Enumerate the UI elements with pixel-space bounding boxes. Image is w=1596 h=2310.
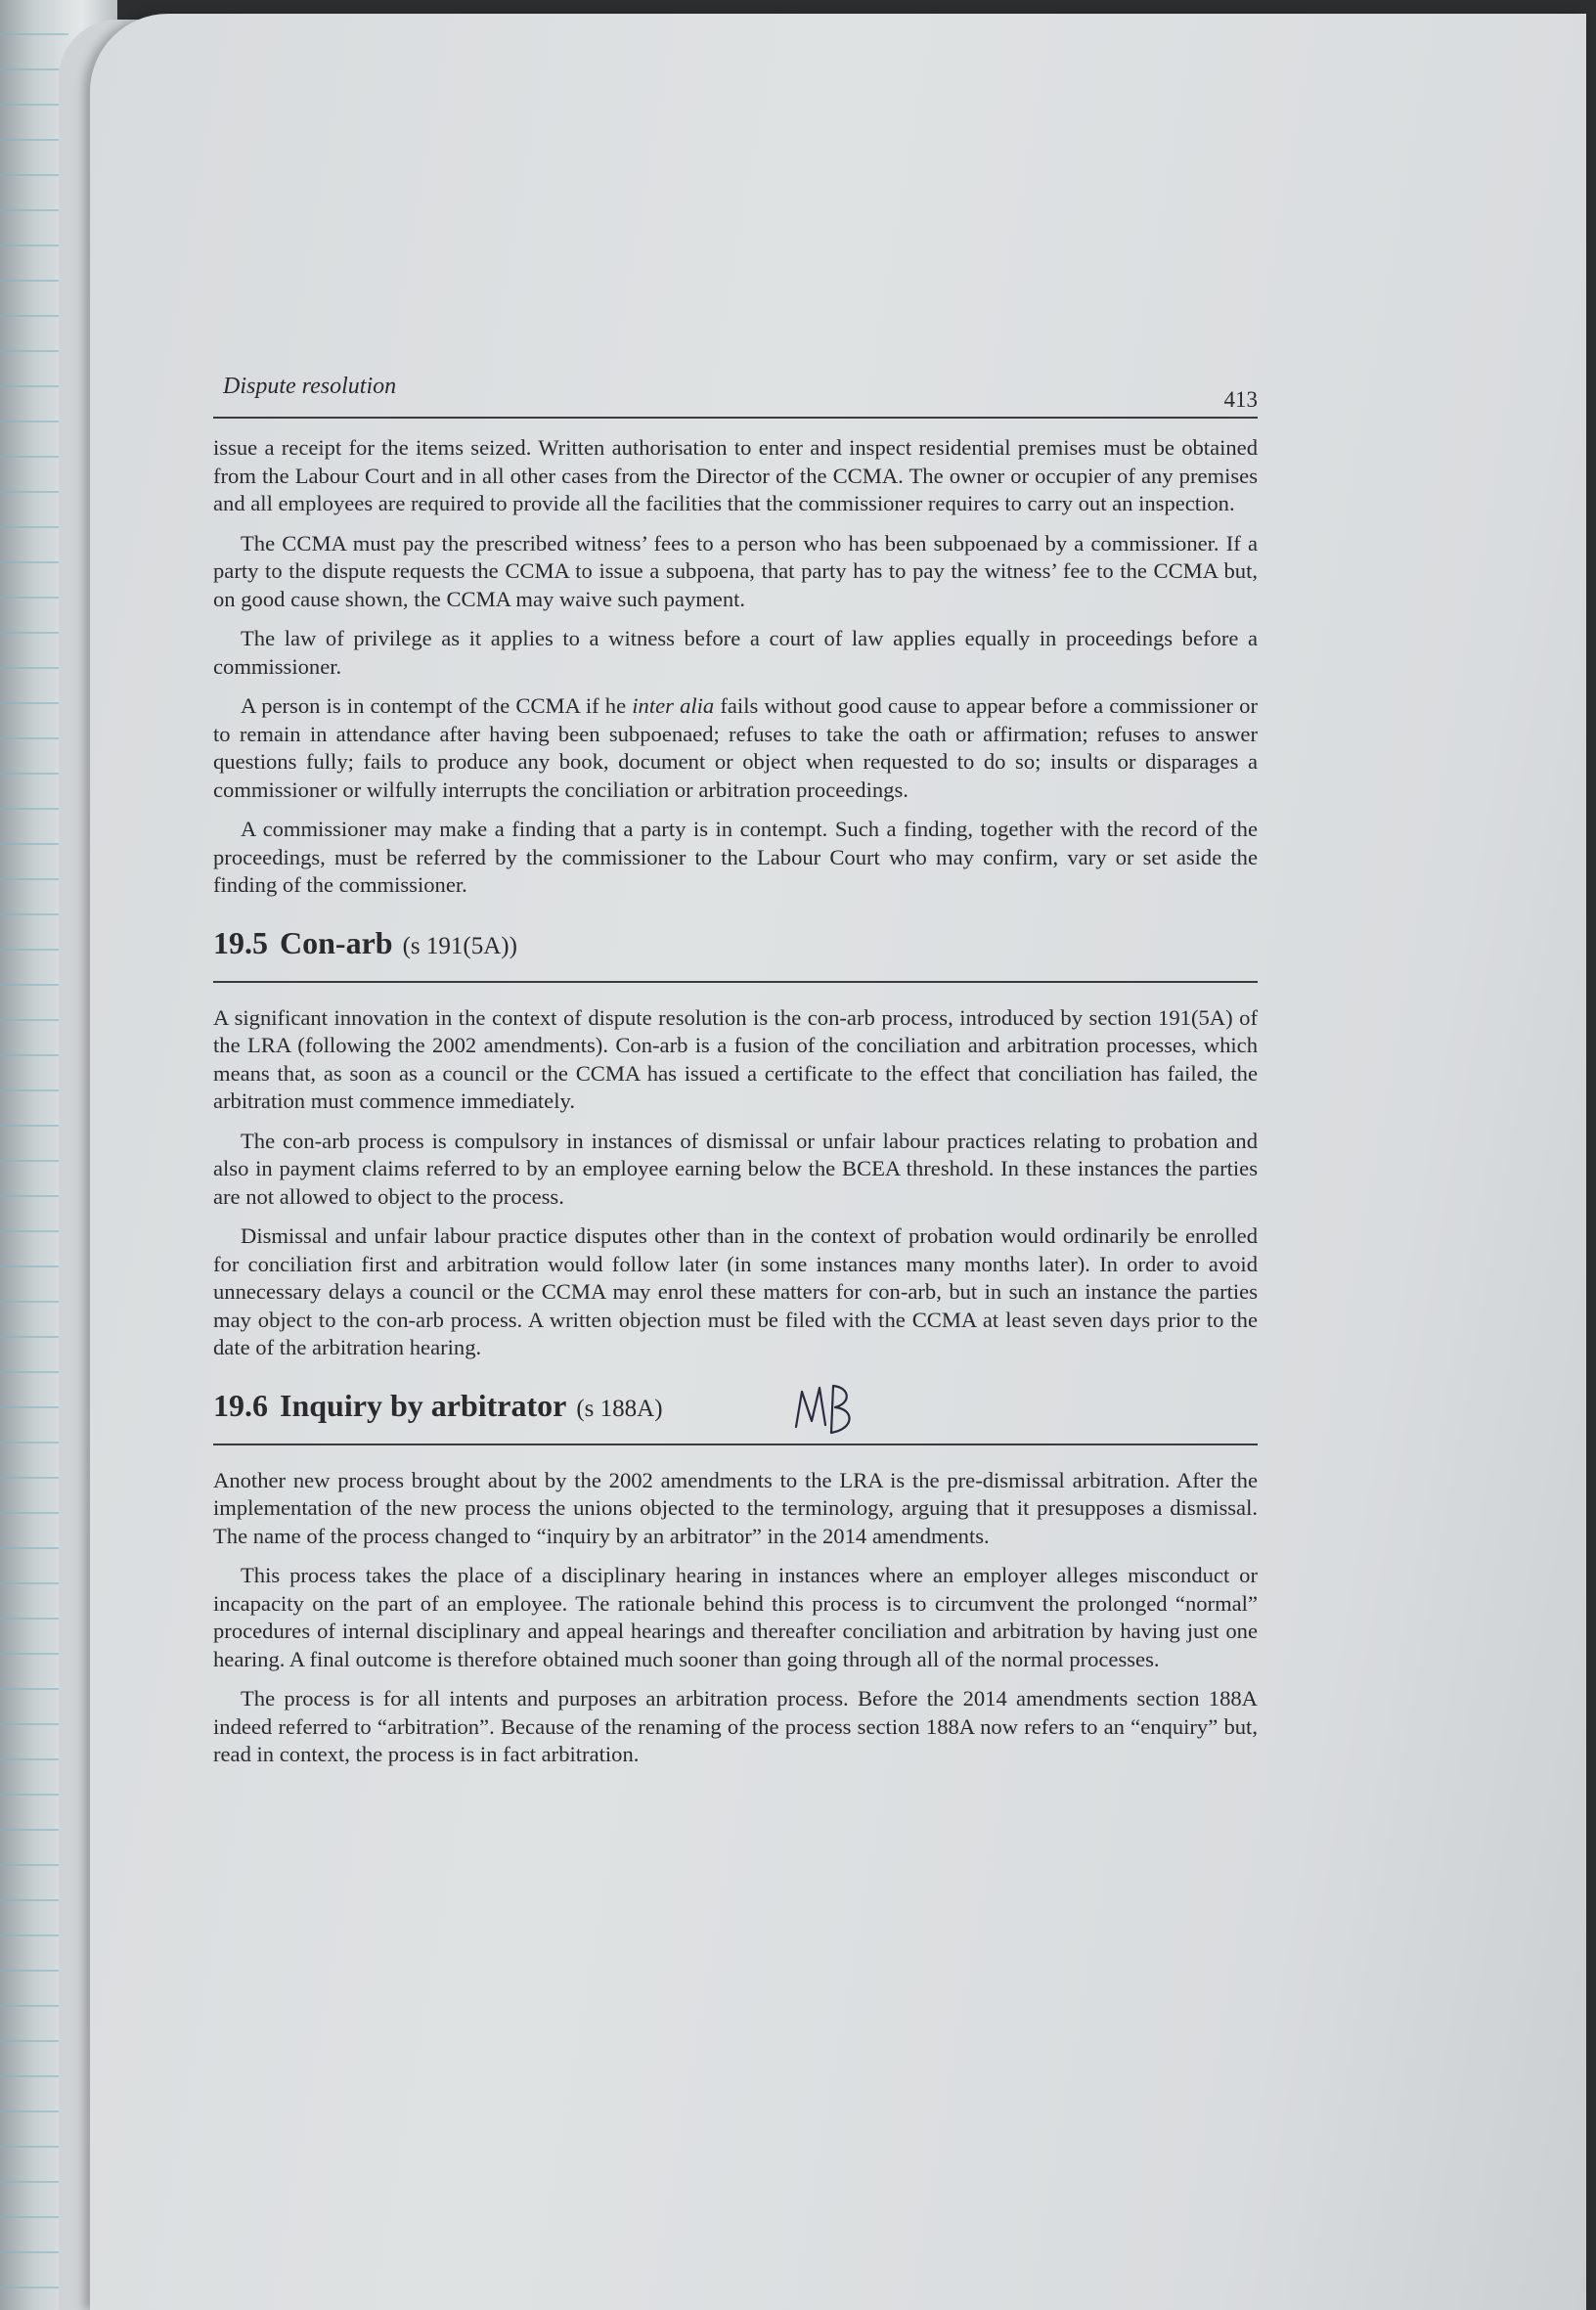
section-heading-19-5 [213, 925, 1258, 983]
paragraph: The con-arb process is compulsory in instances of dismissal or unfair labour practices relating to probation and also in payment claims referred to by an employee earning below the BCEA threshold. In these instances the parties are not allowed to object to the process. [213, 1128, 1258, 1209]
page-number: 413 [1223, 387, 1258, 412]
handwritten-initials-mb [790, 1378, 859, 1437]
paragraph: A commissioner may make a finding that a party is in contempt. Such a finding, together with the record of the proceedings, must be referred by the commissioner to the Labour Court who may confirm, vary or set aside the finding of the commissioner. [213, 817, 1258, 897]
section-reference: (s 188A) [576, 1395, 663, 1422]
section-19-6-body [213, 1467, 1258, 1769]
section-heading-19-6 [213, 1388, 1258, 1445]
paragraph: A significant innovation in the context of dispute resolution is the con-arb process, introduced by section 191(5A) of the LRA (following the 2002 amendments). Con-arb is a fusion of the conciliation and arbitration processes, which means that, as soon as a council or the CCMA has issued a certificate to the effect that conciliation has failed, the arbitration must commence immediately. [213, 1004, 1258, 1113]
paragraph: The CCMA must pay the prescribed witness’ fees to a person who has been subpoenaed by a commissioner. If a party to the dispute requests the CCMA to issue a subpoena, that party has to pay the witness’ fee to the CCMA but, on good cause shown, the CCMA may waive such payment. [213, 530, 1258, 611]
section-title: Inquiry by arbitrator [280, 1387, 567, 1423]
section-title: Con-arb [280, 924, 393, 960]
latin-term: inter alia [632, 693, 715, 718]
paragraph: Another new process brought about by the 2002 amendments to the LRA is the pre-dismissal arbitration. After the implementation of the new process the unions objected to the terminology, arguing that it presupposes a dismissal. The name of the process changed to “inquiry by an arbitrator” in the 2014 amendments. [213, 1467, 1258, 1548]
paragraph [213, 692, 1258, 804]
section-reference: (s 191(5A)) [402, 932, 517, 959]
paragraph: Dismissal and unfair labour practice disputes other than in the context of probation would ordinarily be enrolled for conciliation first and arbitration would follow later (in some instances many months later). In order to avoid unnecessary delays a council or the CCMA may enrol these matters for con-arb, but in such an instance the parties may object to the con-arb process. A written objection must be filed with the CCMA at least seven days prior to the date of the arbitration hearing. [213, 1223, 1258, 1359]
running-title: Dispute resolution [223, 374, 397, 399]
paragraph: issue a receipt for the items seized. Written authorisation to enter and inspect residential premises must be obtained from the Labour Court and in all other cases from the Director of the CCMA. The owner or occupier of any premises and all employees are required to provide all the facilities that the commissioner requires to carry out an inspection. [213, 435, 1258, 515]
section-number: 19.6 [213, 1387, 268, 1423]
page-content [213, 362, 1258, 1781]
paragraph-text: fails without good cause to appear before a commissioner or to remain in attendance after having been subpoenaed; refuses to take the oath or affirmation; refuses to answer questions fully; fails to produce any book, document or object when requested to do so; insults or disparages a commissioner or wilfully interrupts the conciliation or arbitration proceedings. [213, 693, 1258, 802]
paragraph: The law of privilege as it applies to a witness before a court of law applies equally in proceedings before a commissioner. [213, 626, 1258, 679]
section-number: 19.5 [213, 924, 268, 960]
intro-text [213, 434, 1258, 900]
paragraph: This process takes the place of a disciplinary hearing in instances where an employer alleges misconduct or incapacity on the part of an employee. The rationale behind this process is to circumvent the prolonged “normal” procedures of internal disciplinary and appeal hearings and thereafter conciliation and arbitration by having just one hearing. A final outcome is therefore obtained much sooner than going through all of the normal processes. [213, 1563, 1258, 1671]
section-19-5-body [213, 1004, 1258, 1362]
paragraph-text: A person is in contempt of the CCMA if he [241, 693, 633, 718]
paragraph: The process is for all intents and purposes an arbitration process. Before the 2014 amendments section 188A indeed referred to “arbitration”. Because of the renaming of the process section 188A now refers to an “enquiry” but, read in context, the process is in fact arbitration. [213, 1686, 1258, 1766]
running-header [213, 362, 1258, 419]
